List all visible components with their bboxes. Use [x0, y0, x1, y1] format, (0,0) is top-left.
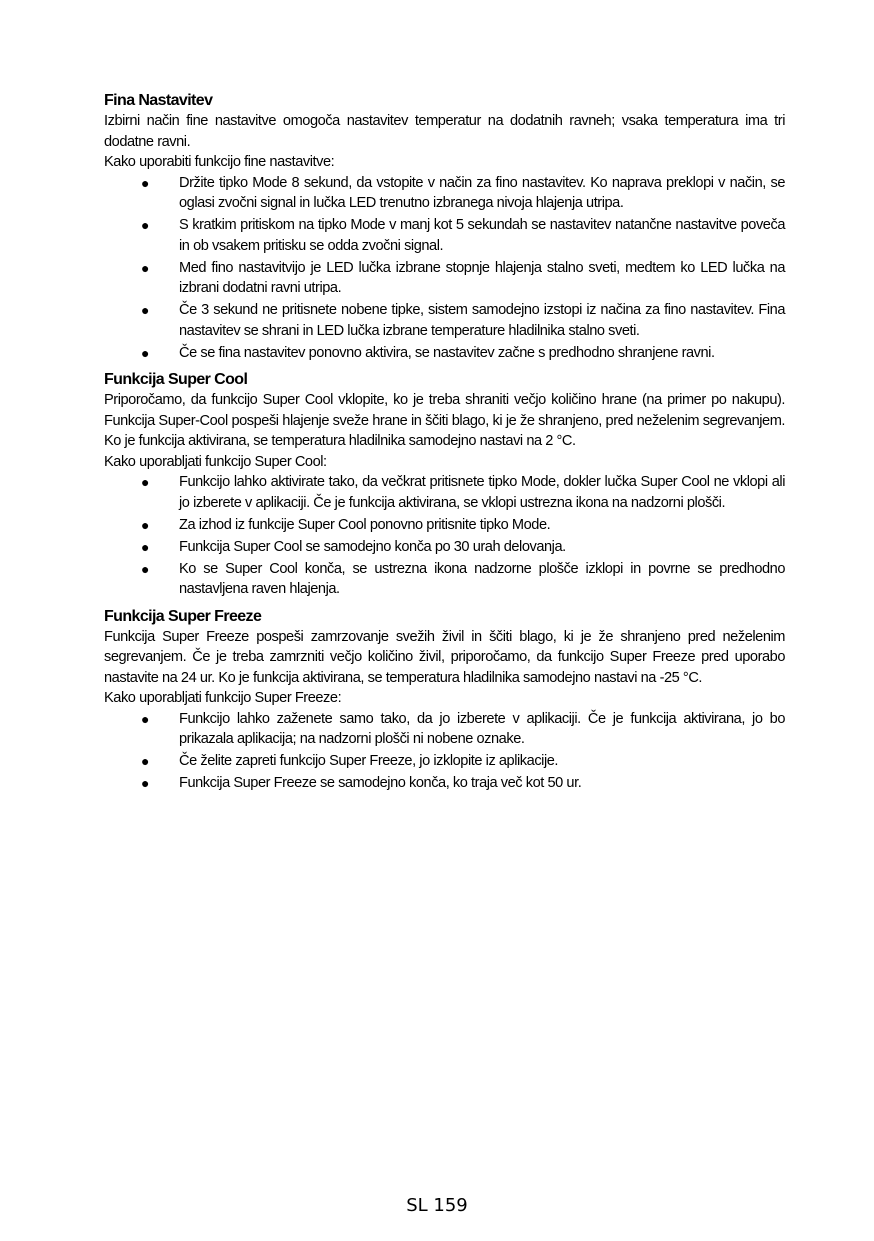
bullet-icon: ●	[141, 217, 150, 233]
document-body	[104, 91, 785, 801]
bullet-icon: ●	[141, 344, 150, 361]
bullet-icon: ●	[141, 538, 150, 555]
section-heading: Funkcija Super Cool	[104, 371, 248, 388]
section-howto: Kako uporabljati funkcijo Super Freeze:	[104, 690, 342, 706]
list-item: ● Funkcijo lahko zaženete samo tako, da jo izberete v aplikaciji. Če je funkcija aktivirana, jo bo prikazala aplikacija; na nadzorni plošči ni nobene oznake.	[141, 710, 785, 747]
list-item: ● Za izhod iz funkcije Super Cool ponovno pritisnite tipko Mode.	[104, 515, 785, 536]
list-item: ● Med fino nastavitvijo je LED lučka izbrane stopnje hlajenja stalno sveti, medtem ko LED lučka na izbrani dodatni ravni utripa.	[141, 259, 785, 296]
bullet-icon: ●	[141, 753, 150, 769]
section-intro: Funkcija Super Freeze pospeši zamrzovanje svežih živil in ščiti blago, ki je že shranjeno pred neželenim segrevanjem. Če je treba zamrzniti večjo količino živil, priporočamo, da funkcijo Super Freeze pred uporabo nastavite na 24 ur. Ko je funkcija aktivirana, se temperatura hladilnika samodejno nastavi na -25 °C.	[104, 628, 785, 686]
page-number: SL 159	[406, 1195, 468, 1216]
section-intro: Priporočamo, da funkcijo Super Cool vklopite, ko je treba shraniti večjo količino hrane (na primer po nakupu). Funkcija Super-Cool pospeši hlajenje sveže hrane in ščiti blago, ki je že shranjeno, pred neželenim segrevanjem. Ko je funkcija aktivirana, se temperatura hladilnika samodejno nastavi na 2 °C.	[104, 392, 785, 449]
bullet-icon: ●	[141, 259, 150, 276]
bullet-icon: ●	[141, 174, 150, 191]
list-item: ● Če želite zapreti funkcijo Super Freeze, jo izklopite iz aplikacije.	[104, 751, 785, 772]
bullet-list	[104, 173, 785, 364]
list-item: ● Držite tipko Mode 8 sekund, da vstopite v način za fino nastavitev. Ko naprava preklopi v način, se oglasi zvočni signal in lučka LED trenutno izbranega nivoja hlajenja utripa.	[141, 174, 785, 211]
section-heading: Fina Nastavitev	[104, 92, 213, 109]
bullet-list	[104, 709, 785, 794]
list-item: ● Če 3 sekund ne pritisnete nobene tipke, sistem samodejno izstopi iz načina za fino nastavitev. Fina nastavitev se shrani in LED lučka izbrane temperature hladilnika stalno sveti.	[141, 302, 785, 339]
section-howto: Kako uporabljati funkcijo Super Cool:	[104, 453, 327, 470]
bullet-list	[104, 472, 785, 600]
bullet-icon: ●	[141, 775, 150, 791]
section-super-cool	[104, 370, 785, 600]
section-howto: Kako uporabiti funkcijo fine nastavitve:	[104, 154, 335, 170]
section-super-freeze	[104, 607, 785, 794]
list-item: ● Funkcijo lahko aktivirate tako, da večkrat pritisnete tipko Mode, dokler lučka Super Cool ne vklopi ali jo izberete v aplikaciji. Če je funkcija aktivirana, se vklopi ustrezna ikona na nadzorni plošči.	[141, 474, 785, 511]
list-item: ● Funkcija Super Cool se samodejno konča po 30 urah delovanja.	[104, 537, 785, 558]
list-item: ● S kratkim pritiskom na tipko Mode v manj kot 5 sekundah se nastavitev natančne nastavitve poveča in ob vsakem pritisku se odda zvočni signal.	[141, 217, 785, 254]
bullet-icon: ●	[141, 710, 150, 727]
list-item: ● Funkcija Super Freeze se samodejno konča, ko traja več kot 50 ur.	[104, 773, 785, 794]
section-fine-tuning	[104, 91, 785, 363]
section-heading: Funkcija Super Freeze	[104, 607, 262, 625]
list-item: ● Ko se Super Cool konča, se ustrezna ikona nadzorne plošče izklopi in povrne se predhodno nastavljena raven hlajenja.	[141, 560, 785, 597]
bullet-icon: ●	[141, 302, 150, 318]
bullet-icon: ●	[141, 474, 150, 490]
section-intro: Izbirni način fine nastavitve omogoča nastavitev temperatur na dodatnih ravneh; vsaka temperatura ima tri dodatne ravni.	[104, 113, 785, 150]
bullet-icon: ●	[141, 516, 150, 533]
list-item: ● Če se fina nastavitev ponovno aktivira, se nastavitev začne s predhodno shranjene ravni.	[104, 343, 785, 364]
bullet-icon: ●	[141, 560, 150, 577]
